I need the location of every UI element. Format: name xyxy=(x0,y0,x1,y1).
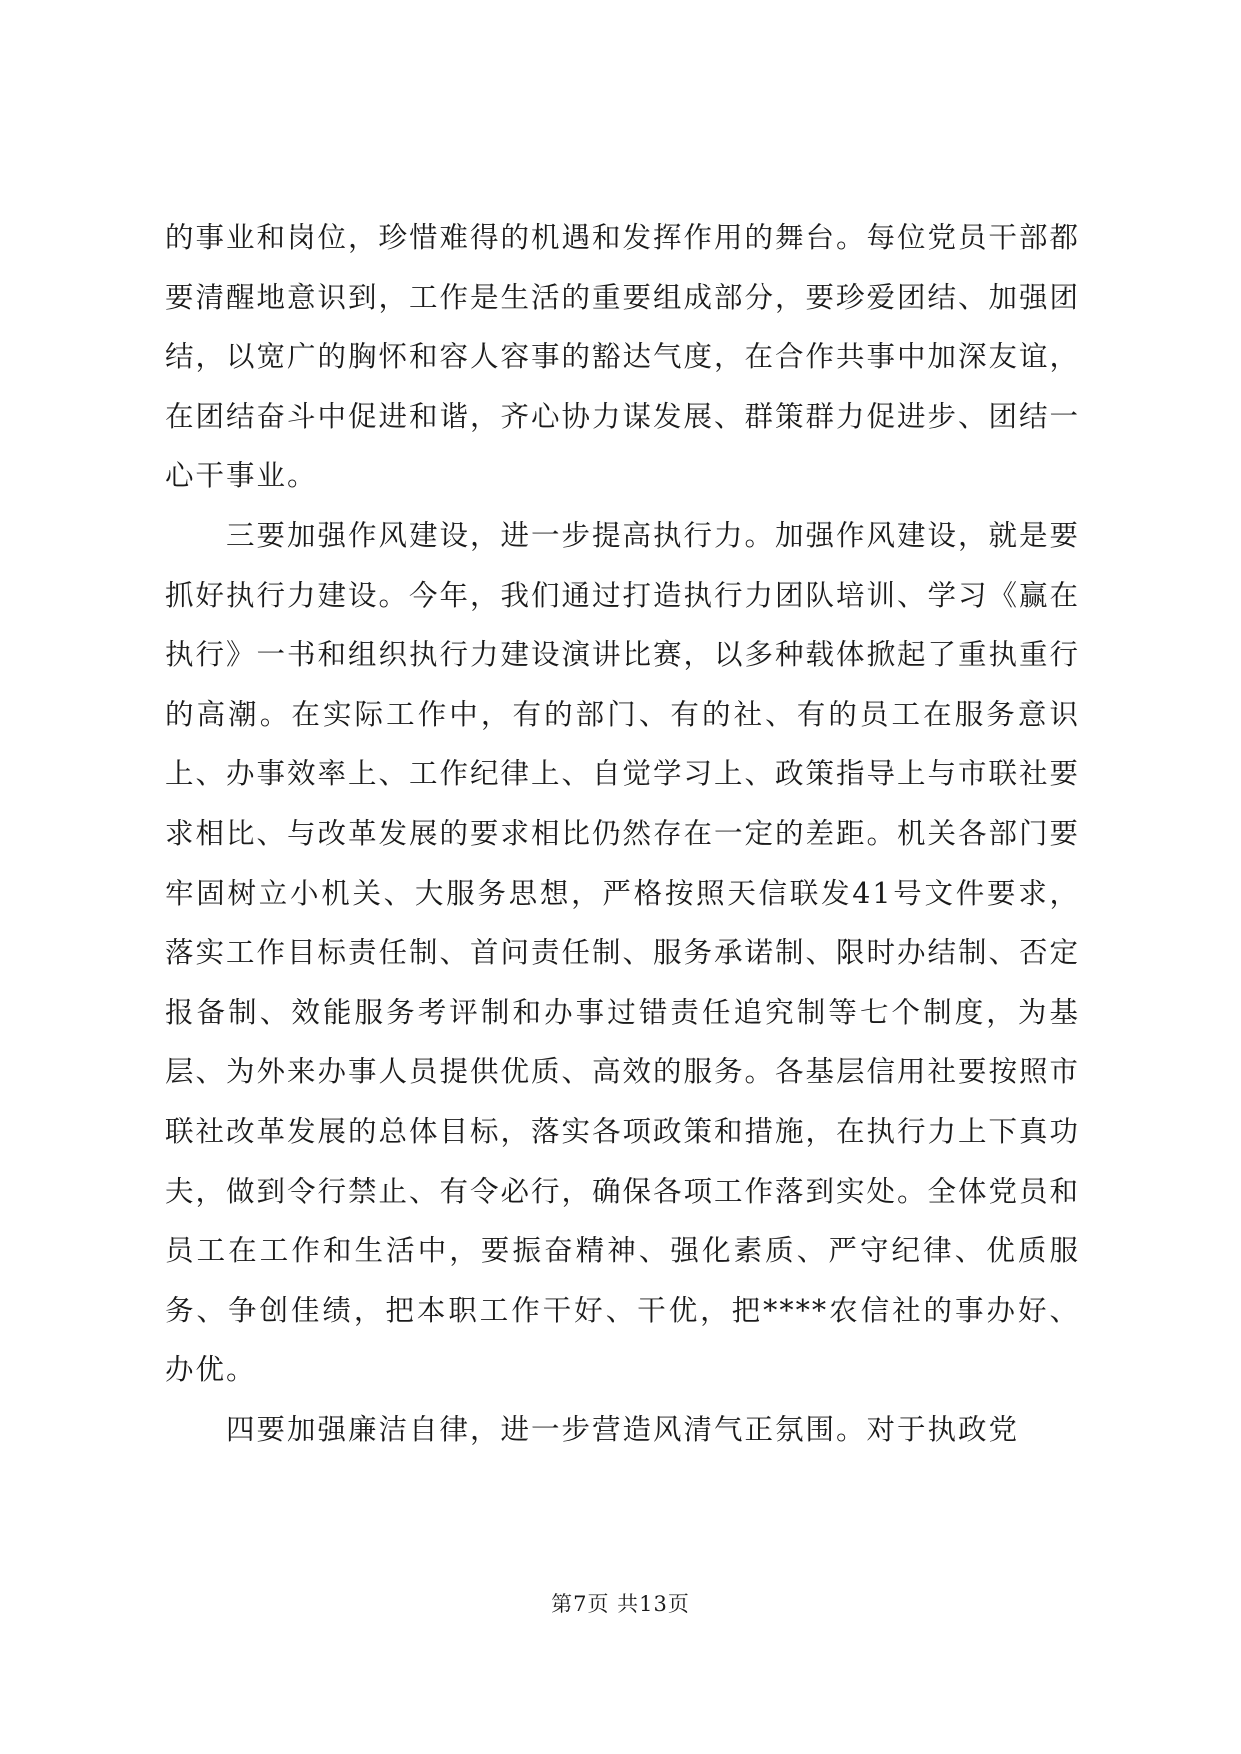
page-number-footer: 第7页 共13页 xyxy=(551,1592,690,1616)
document-body xyxy=(165,208,1080,1459)
paragraph-integrity: 四要加强廉洁自律，进一步营造风清气正氛围。对于执政党 xyxy=(226,1412,1020,1446)
paragraph-work-style: 三要加强作风建设，进一步提高执行力。加强作风建设，就是要抓好执行力建设。今年，我们通过打造执行力团队培训、学习《赢在执行》一书和组织执行力建设演讲比赛，以多种载体掀起了重执重行的高潮。在实际工作中，有的部门、有的社、有的员工在服务意识上、办事效率上、工作纪律上、自觉学习上、政策指导上与市联社要求相比、与改革发展的要求相比仍然存在一定的差距。机关各部门要牢固树立小机关、大服务思想，严格按照天信联发41号文件要求，落实工作目标责任制、首问责任制、服务承诺制、限时办结制、否定报备制、效能服务考评制和办事过错责任追究制等七个制度，为基层、为外来办事人员提供优质、高效的服务。各基层信用社要按照市联社改革发展的总体目标，落实各项政策和措施，在执行力上下真功夫，做到令行禁止、有令必行，确保各项工作落到实处。全体党员和员工在工作和生活中，要振奋精神、强化素质、严守纪律、优质服务、争创佳绩，把本职工作干好、干优，把****农信社的事办好、办优。 xyxy=(165,518,1081,1387)
paragraph-unity: 的事业和岗位，珍惜难得的机遇和发挥作用的舞台。每位党员干部都要清醒地意识到，工作是生活的重要组成部分，要珍爱团结、加强团结，以宽广的胸怀和容人容事的豁达气度，在合作共事中加深友谊，在团结奋斗中促进和谐，齐心协力谋发展、群策群力促进步、团结一心干事业。 xyxy=(165,221,1081,493)
